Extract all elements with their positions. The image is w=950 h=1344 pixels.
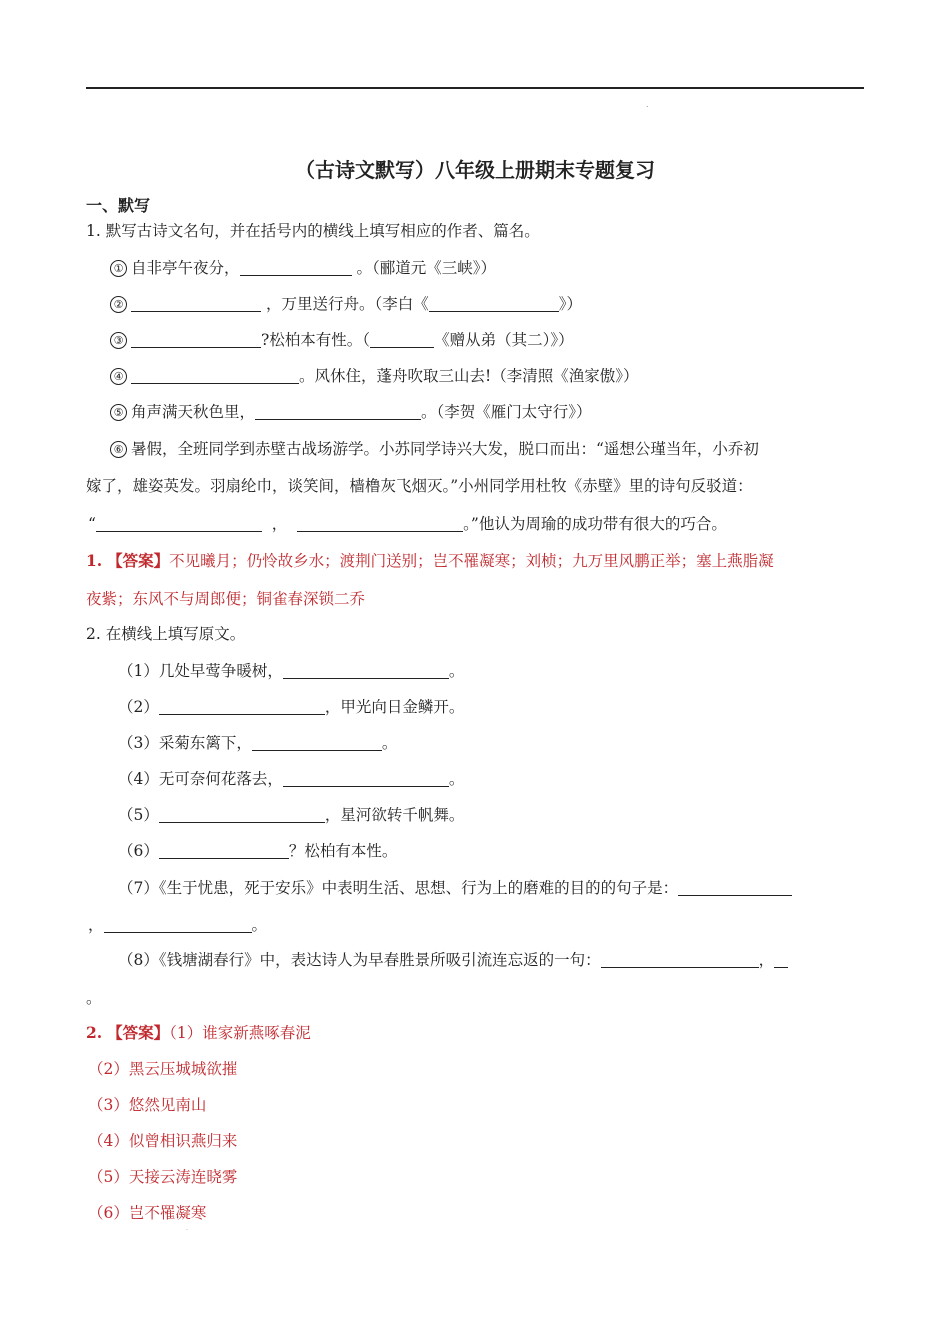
item-number: （8） xyxy=(118,951,159,969)
item-text: ， xyxy=(271,515,288,533)
item-text: 》） xyxy=(558,295,582,313)
header-rule xyxy=(86,87,864,89)
q2-answer-line-2: （2）黑云压城城欲摧 xyxy=(88,1060,238,1078)
answer-blank[interactable] xyxy=(96,515,262,532)
answer-text: （1）谁家新燕啄春泥 xyxy=(169,1024,311,1042)
answer-blank[interactable] xyxy=(678,879,792,896)
q1-number: 1. xyxy=(86,222,101,240)
item-text: 。风休住，蓬舟吹取三山去!（李清照《渔家傲》） xyxy=(299,367,639,385)
header-dot: . xyxy=(646,100,649,109)
q2-item-5 xyxy=(118,803,464,825)
item-text: ?松柏本有性。（ xyxy=(261,331,371,349)
item-text: ， xyxy=(758,951,775,969)
answer-blank[interactable] xyxy=(159,698,325,715)
q2-number: 2. xyxy=(86,625,101,643)
item-text: 。（郦道元《三峡》） xyxy=(356,259,496,277)
answer-blank[interactable] xyxy=(297,515,463,532)
q1-answer-line-2: 夜紫；东风不与周郎便；铜雀春深锁二乔 xyxy=(86,590,366,608)
q1-item-5 xyxy=(110,400,592,422)
answer-label: 【答案】 xyxy=(107,1023,170,1042)
item-text: 。 xyxy=(448,770,465,788)
q1-item-4 xyxy=(110,364,638,386)
q2-item-8-cont: 。 xyxy=(86,989,102,1007)
q1-item-6-line-1 xyxy=(110,437,759,459)
answer-blank[interactable] xyxy=(601,951,759,968)
item-text: 采菊东篱下， xyxy=(158,734,252,752)
item-number: （7） xyxy=(118,879,159,897)
answer-blank[interactable] xyxy=(429,295,559,312)
q2-item-8 xyxy=(118,948,788,970)
q2-item-1 xyxy=(118,659,464,681)
item-marker: ④ xyxy=(110,368,127,385)
q2-item-7-cont xyxy=(88,913,267,935)
q1-item-3 xyxy=(110,328,574,350)
q2-item-3 xyxy=(118,731,397,753)
item-text: 无可奈何花落去， xyxy=(158,770,283,788)
item-text: 暑假，全班同学到赤壁古战场游学。小苏同学诗兴大发，脱口而出：“遥想公瑾当年，小乔初 xyxy=(131,440,759,458)
item-text: 角声满天秋色里， xyxy=(131,403,256,421)
item-text: 。 xyxy=(448,662,465,680)
q1-item-6-line-3 xyxy=(88,512,727,534)
q2-answer-line-1 xyxy=(86,1021,311,1043)
q2-stem xyxy=(86,622,245,644)
item-number: （1） xyxy=(118,662,159,680)
q2-answer-line-5: （5）天接云涛连晓雾 xyxy=(88,1168,238,1186)
answer-blank[interactable] xyxy=(159,842,289,859)
item-text: ，甲光向日金鳞开。 xyxy=(324,698,465,716)
q2-item-4 xyxy=(118,767,464,789)
q2-item-6 xyxy=(118,839,397,861)
item-text: ，万里送行舟。（李白《 xyxy=(265,295,429,313)
answer-number: 2. xyxy=(86,1023,103,1042)
answer-blank[interactable] xyxy=(252,734,382,751)
item-text: 。 xyxy=(381,734,398,752)
q2-answer-line-3: （3）悠然见南山 xyxy=(88,1096,207,1114)
item-number: （4） xyxy=(118,770,159,788)
answer-blank[interactable] xyxy=(131,331,261,348)
q2-item-7 xyxy=(118,876,792,898)
answer-blank[interactable] xyxy=(131,295,261,312)
item-text: 自非亭午夜分， xyxy=(131,259,240,277)
item-text: ？松柏有本性。 xyxy=(288,842,398,860)
item-marker: ⑤ xyxy=(110,404,127,421)
footer-dot: . xyxy=(186,1225,188,1232)
answer-blank[interactable] xyxy=(283,770,449,787)
answer-blank[interactable] xyxy=(370,331,434,348)
item-text: 几处早莺争暖树， xyxy=(158,662,283,680)
item-text: 《赠从弟（其二）》） xyxy=(434,331,574,349)
q2-answer-line-4: （4）似曾相识燕归来 xyxy=(88,1132,238,1150)
answer-blank[interactable] xyxy=(159,806,325,823)
page-title: （古诗文默写）八年级上册期末专题复习 xyxy=(295,158,655,182)
q2-answer-line-6: （6）岂不罹凝寒 xyxy=(88,1204,207,1222)
q2-item-2 xyxy=(118,695,464,717)
answer-blank[interactable] xyxy=(240,259,352,276)
item-number: （2） xyxy=(118,698,159,716)
answer-blank[interactable] xyxy=(131,367,299,384)
item-text: 《生于忧患，死于安乐》中表明生活、思想、行为上的磨难的目的的句子是： xyxy=(158,879,679,897)
q1-item-6-line-2: 嫁了，雄姿英发。羽扇纶巾，谈笑间，樯橹灰飞烟灭。”小州同学用杜牧《赤壁》里的诗句反驳道： xyxy=(86,477,753,495)
q1-stem-text: 默写古诗文名句，并在括号内的横线上填写相应的作者、篇名。 xyxy=(105,222,540,240)
item-number: （6） xyxy=(118,842,159,860)
q1-stem xyxy=(86,219,540,241)
item-marker: ① xyxy=(110,260,127,277)
answer-blank[interactable] xyxy=(774,951,788,968)
answer-blank[interactable] xyxy=(104,916,252,933)
item-marker: ⑥ xyxy=(110,441,127,458)
section-heading: 一、默写 xyxy=(86,196,151,215)
answer-blank[interactable] xyxy=(255,403,421,420)
answer-label: 【答案】 xyxy=(107,551,170,570)
item-number: （3） xyxy=(118,734,159,752)
answer-number: 1. xyxy=(86,551,103,570)
item-text: 。”他认为周瑜的成功带有很大的巧合。 xyxy=(463,515,727,533)
q2-stem-text: 在横线上填写原文。 xyxy=(105,625,246,643)
item-text: ， xyxy=(88,916,104,934)
item-text: 《钱塘湖春行》中，表达诗人为早春胜景所吸引流连忘返的一句： xyxy=(158,951,601,969)
q1-item-1 xyxy=(110,256,496,278)
item-marker: ② xyxy=(110,296,127,313)
answer-blank[interactable] xyxy=(283,662,449,679)
item-text: 。 xyxy=(251,916,268,934)
item-marker: ③ xyxy=(110,332,127,349)
item-number: （5） xyxy=(118,806,159,824)
q1-answer-line-1 xyxy=(86,549,774,571)
item-text: 。（李贺《雁门太守行》） xyxy=(421,403,592,421)
item-text: “ xyxy=(88,515,96,533)
item-text: ，星河欲转千帆舞。 xyxy=(324,806,465,824)
q1-item-2 xyxy=(110,292,582,314)
answer-text: 不见曦月；仍怜故乡水；渡荆门送别；岂不罹凝寒；刘桢；九万里风鹏正举；塞上燕脂凝 xyxy=(169,552,774,570)
